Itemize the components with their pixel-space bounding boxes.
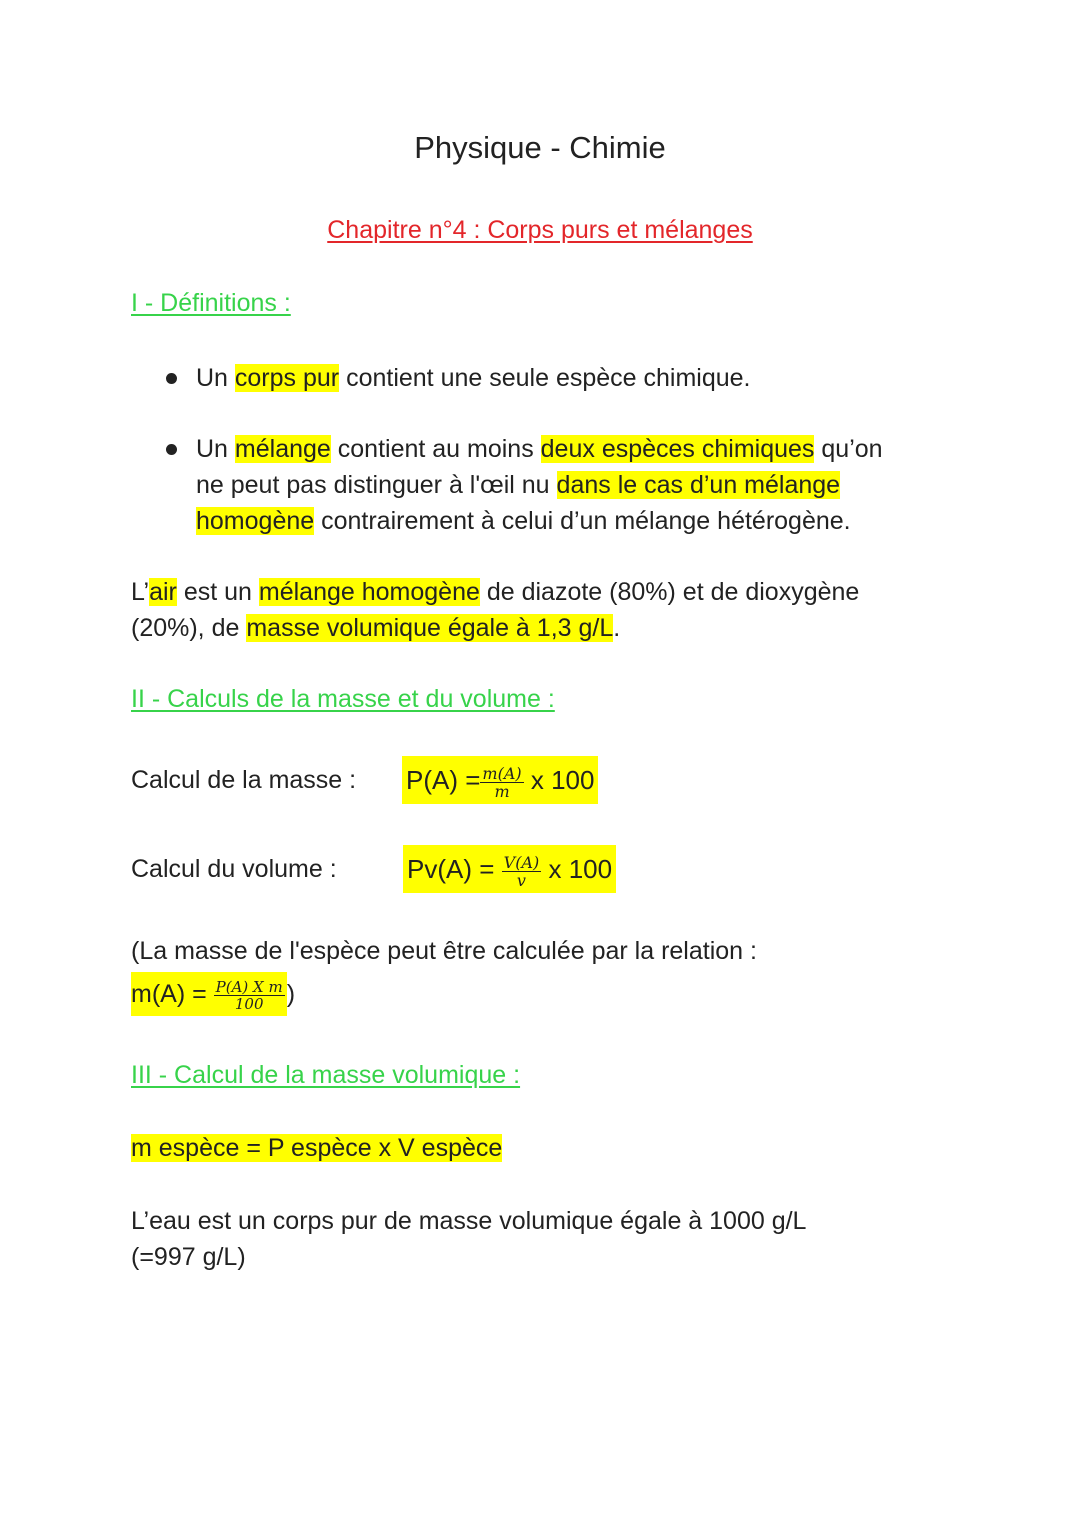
air-paragraph xyxy=(131,574,859,646)
text: qu’on xyxy=(814,435,883,463)
chapter-heading: Chapitre n°4 : Corps purs et mélanges xyxy=(327,216,753,244)
highlight-cas-melange: dans le cas d’un mélange xyxy=(556,471,841,499)
formula-rhs: x 100 xyxy=(530,765,595,795)
highlight-note-formula xyxy=(131,972,287,1016)
text: . xyxy=(613,614,621,642)
formula-lhs: m(A) = xyxy=(131,980,207,1008)
text: ne peut pas distinguer à l'œil nu xyxy=(196,471,557,499)
fraction xyxy=(214,979,285,1012)
denominator: m xyxy=(494,781,510,801)
highlight-melange-homogene: mélange homogène xyxy=(258,578,480,606)
denominator: 100 xyxy=(234,994,264,1013)
note-formula xyxy=(131,972,295,1016)
text: est un xyxy=(176,578,259,606)
denominator: v xyxy=(516,870,526,890)
mass-label: Calcul de la masse : xyxy=(131,766,357,794)
section-1-heading: I - Définitions : xyxy=(131,289,291,317)
highlight-density-formula: m espèce = P espèce x V espèce xyxy=(131,1134,503,1162)
text: Un xyxy=(196,364,235,392)
section-3-heading: III - Calcul de la masse volumique : xyxy=(131,1061,521,1089)
mass-formula xyxy=(402,756,598,804)
closing-paren: ) xyxy=(286,980,296,1008)
volume-formula xyxy=(403,845,616,893)
bullet-corps-pur xyxy=(196,360,751,396)
numerator: V(A) xyxy=(503,852,540,872)
numerator: m(A) xyxy=(482,763,522,783)
highlight-masse-volumique: masse volumique égale à 1,3 g/L xyxy=(246,614,614,642)
volume-label: Calcul du volume : xyxy=(131,855,337,883)
text: (=997 g/L) xyxy=(131,1243,246,1271)
bullet-dot xyxy=(166,444,177,455)
text: contient une seule espèce chimique. xyxy=(339,364,751,392)
page-title: Physique - Chimie xyxy=(414,130,666,165)
fraction xyxy=(480,765,523,800)
water-paragraph xyxy=(131,1203,806,1275)
text: de diazote (80%) et de dioxygène xyxy=(479,578,860,606)
bullet-melange xyxy=(196,431,883,539)
formula-rhs: x 100 xyxy=(548,854,613,884)
text: Un xyxy=(196,435,235,463)
text: contient au moins xyxy=(330,435,541,463)
highlight-deux-especes: deux espèces chimiques xyxy=(540,435,815,463)
section-2-heading: II - Calculs de la masse et du volume : xyxy=(131,685,555,713)
numerator: P(A) X m xyxy=(215,977,283,996)
text: L’eau est un corps pur de masse volumique égale à 1000 g/L xyxy=(131,1207,807,1235)
text: contrairement à celui d’un mélange hétérogène. xyxy=(314,507,851,535)
density-formula xyxy=(131,1130,502,1166)
text: (20%), de xyxy=(131,614,247,642)
highlight-air: air xyxy=(149,578,177,606)
highlight-corps-pur: corps pur xyxy=(234,364,340,392)
highlight-melange: mélange xyxy=(234,435,331,463)
fraction xyxy=(502,854,542,889)
highlight-homogene: homogène xyxy=(196,507,315,535)
formula-lhs: Pv(A) = xyxy=(407,854,495,884)
note-line: (La masse de l'espèce peut être calculée par la relation : xyxy=(131,937,757,965)
text: L’ xyxy=(131,578,150,606)
bullet-dot xyxy=(166,373,177,384)
formula-lhs: P(A) = xyxy=(406,765,481,795)
